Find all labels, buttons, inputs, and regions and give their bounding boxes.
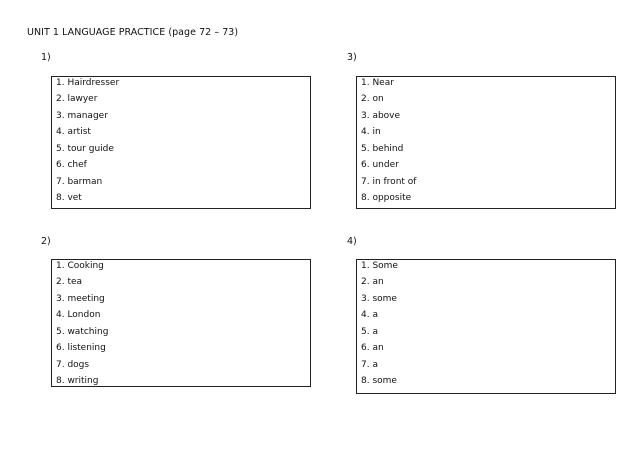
answer-item: 7. dogs xyxy=(56,360,90,370)
answer-item: 6. under xyxy=(361,160,399,170)
answer-box-3 xyxy=(356,76,616,209)
answer-item: 7. barman xyxy=(56,177,103,187)
section-number-2: 2) xyxy=(41,236,51,247)
page-title: UNIT 1 LANGUAGE PRACTICE (page 72 – 73) xyxy=(27,27,239,38)
answer-item: 2. an xyxy=(361,277,384,287)
answer-box-2 xyxy=(51,259,311,387)
answer-item: 2. tea xyxy=(56,277,83,287)
answer-item: 6. an xyxy=(361,343,384,353)
answer-item: 1. Hairdresser xyxy=(56,78,120,88)
answer-item: 4. in xyxy=(361,127,381,137)
answer-item: 5. tour guide xyxy=(56,144,114,154)
answer-item: 5. watching xyxy=(56,327,109,337)
answer-item: 8. vet xyxy=(56,193,82,203)
answer-item: 4. a xyxy=(361,310,378,320)
section-number-1: 1) xyxy=(41,52,51,63)
answer-item: 5. behind xyxy=(361,144,404,154)
section-number-3: 3) xyxy=(347,52,357,63)
answer-item: 7. a xyxy=(361,360,378,370)
answer-item: 8. writing xyxy=(56,376,99,386)
answer-item: 4. artist xyxy=(56,127,91,137)
answer-item: 7. in front of xyxy=(361,177,417,187)
answer-item: 6. chef xyxy=(56,160,87,170)
answer-item: 3. some xyxy=(361,294,397,304)
answer-box-4 xyxy=(356,259,616,394)
answer-item: 1. Cooking xyxy=(56,261,104,271)
answer-item: 8. some xyxy=(361,376,397,386)
answer-item: 3. meeting xyxy=(56,294,105,304)
answer-item: 2. on xyxy=(361,94,384,104)
answer-box-1 xyxy=(51,76,311,209)
answer-item: 1. Near xyxy=(361,78,394,88)
answer-item: 4. London xyxy=(56,310,101,320)
answer-item: 3. above xyxy=(361,111,401,121)
answer-item: 1. Some xyxy=(361,261,398,271)
answer-item: 6. listening xyxy=(56,343,106,353)
answer-item: 5. a xyxy=(361,327,378,337)
answer-item: 3. manager xyxy=(56,111,108,121)
answer-item: 8. opposite xyxy=(361,193,412,203)
section-number-4: 4) xyxy=(347,236,357,247)
answer-item: 2. lawyer xyxy=(56,94,98,104)
